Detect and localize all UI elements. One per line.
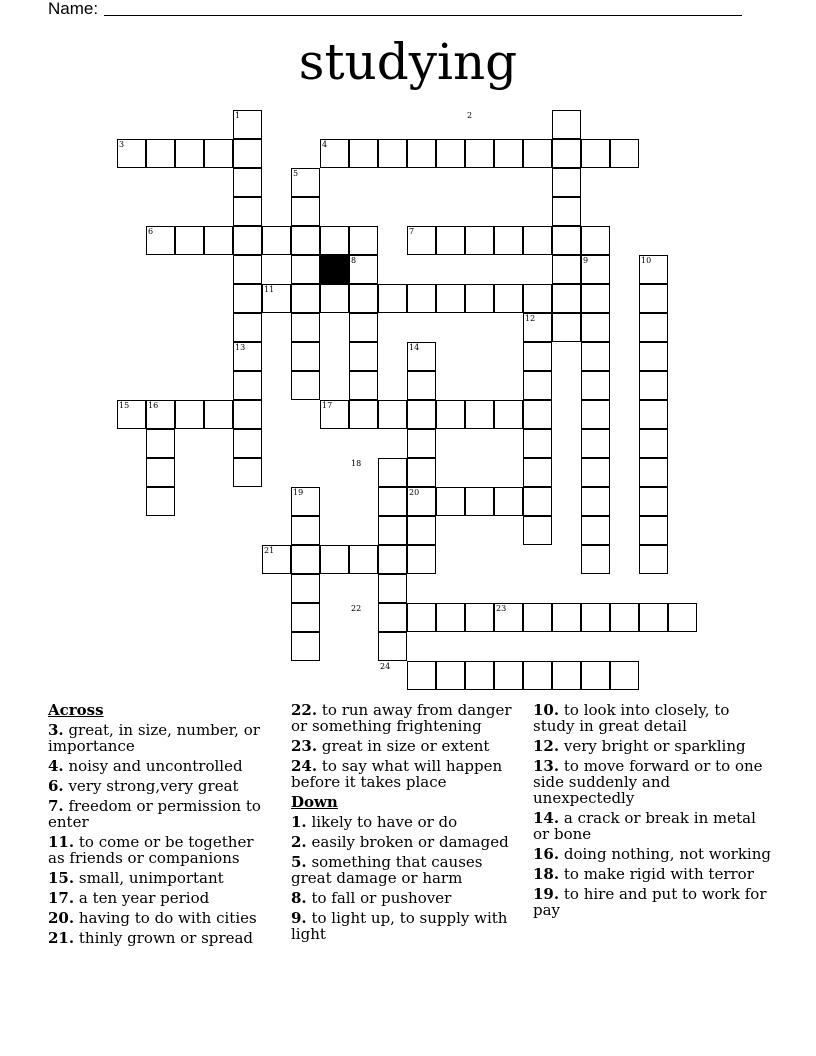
clue-number-24: 24	[380, 662, 391, 671]
grid-cell[interactable]	[523, 603, 552, 632]
grid-cell[interactable]	[465, 139, 494, 168]
grid-cell[interactable]	[465, 284, 494, 313]
grid-cell[interactable]	[349, 371, 378, 400]
clue-number: 7.	[48, 797, 64, 815]
clue-number-5: 5	[293, 169, 299, 178]
grid-cell[interactable]	[349, 400, 378, 429]
clue	[291, 758, 516, 790]
grid-cell[interactable]	[494, 139, 523, 168]
grid-cell[interactable]	[494, 661, 523, 690]
grid-cell[interactable]	[552, 313, 581, 342]
grid-cell[interactable]	[291, 516, 320, 545]
grid-cell[interactable]	[581, 661, 610, 690]
clue-number: 9.	[291, 909, 307, 927]
clue	[533, 702, 773, 734]
clue	[533, 758, 773, 806]
clue-column-3	[533, 702, 773, 922]
clue-text: to make rigid with terror	[559, 865, 754, 883]
grid-cell[interactable]	[175, 139, 204, 168]
grid-cell[interactable]	[378, 516, 407, 545]
grid-cell[interactable]	[639, 429, 668, 458]
clue-number-19: 19	[293, 488, 304, 497]
grid-cell[interactable]	[233, 400, 262, 429]
clue	[533, 886, 773, 918]
clue-text: to fall or pushover	[306, 889, 452, 907]
clue	[533, 738, 773, 754]
grid-cell[interactable]	[146, 139, 175, 168]
grid-cell[interactable]	[436, 603, 465, 632]
grid-cell[interactable]	[320, 545, 349, 574]
clue-number: 21.	[48, 929, 75, 947]
clue-text: noisy and uncontrolled	[63, 757, 243, 775]
grid-cell[interactable]	[581, 603, 610, 632]
clue-text: very strong,very great	[63, 777, 239, 795]
clue-text: something that causes great damage or harm	[291, 853, 483, 887]
grid-cell[interactable]	[407, 400, 436, 429]
clue-number: 20.	[48, 909, 75, 927]
grid-cell[interactable]	[523, 661, 552, 690]
grid-cell[interactable]	[523, 429, 552, 458]
grid-cell[interactable]	[668, 603, 697, 632]
name-label: Name:	[48, 0, 99, 18]
grid-cell[interactable]	[436, 400, 465, 429]
clue-text: to come or be together as friends or companions	[48, 833, 254, 867]
clue-text: a crack or break in metal or bone	[533, 809, 756, 843]
grid-cell[interactable]	[465, 400, 494, 429]
clue-text: to look into closely, to study in great detail	[533, 701, 730, 735]
clue-number: 15.	[48, 869, 75, 887]
clue-number-20: 20	[409, 488, 420, 497]
down-heading: Down	[291, 793, 338, 811]
clue-text: to run away from danger or something frightening	[291, 701, 512, 735]
clue-number: 17.	[48, 889, 75, 907]
grid-cell[interactable]	[291, 284, 320, 313]
grid-cell[interactable]	[349, 545, 378, 574]
clue	[291, 814, 516, 830]
clue-text: likely to have or do	[306, 813, 458, 831]
clue-number-12: 12	[525, 314, 536, 323]
clue-number-14: 14	[409, 343, 420, 352]
grid-cell[interactable]	[407, 661, 436, 690]
clue-text: to say what will happen before it takes place	[291, 757, 503, 791]
clue-number: 18.	[533, 865, 560, 883]
grid-cell[interactable]	[523, 458, 552, 487]
clue	[291, 834, 516, 850]
grid-cell[interactable]	[610, 661, 639, 690]
grid-cell[interactable]	[378, 603, 407, 632]
clue	[48, 834, 273, 866]
grid-cell[interactable]	[349, 342, 378, 371]
grid-cell[interactable]	[291, 545, 320, 574]
grid-cell[interactable]	[465, 661, 494, 690]
clue-number-23: 23	[496, 604, 507, 613]
grid-cell[interactable]	[523, 139, 552, 168]
clue-text: easily broken or damaged	[306, 833, 509, 851]
clue	[48, 778, 273, 794]
grid-cell[interactable]	[349, 313, 378, 342]
clue-number-13: 13	[235, 343, 246, 352]
clue-text: a ten year period	[74, 889, 210, 907]
grid-cell[interactable]	[378, 487, 407, 516]
clue	[48, 758, 273, 774]
grid-cell[interactable]	[494, 487, 523, 516]
grid-cell[interactable]	[552, 139, 581, 168]
clue-number: 11.	[48, 833, 75, 851]
grid-cell[interactable]	[436, 487, 465, 516]
grid-cell[interactable]	[204, 139, 233, 168]
grid-cell[interactable]	[581, 545, 610, 574]
grid-cell[interactable]	[523, 400, 552, 429]
grid-cell[interactable]	[291, 197, 320, 226]
grid-cell[interactable]	[523, 284, 552, 313]
grid-cell[interactable]	[291, 632, 320, 661]
grid-cell[interactable]	[291, 255, 320, 284]
clue-number-2: 2	[467, 111, 473, 120]
grid-cell[interactable]	[523, 342, 552, 371]
grid-cell[interactable]	[175, 400, 204, 429]
grid-cell[interactable]	[465, 226, 494, 255]
grid-cell[interactable]	[349, 284, 378, 313]
black-square	[320, 255, 349, 284]
grid-cell[interactable]	[233, 429, 262, 458]
clue-text: great, in size, number, or importance	[48, 721, 260, 755]
grid-cell[interactable]	[291, 226, 320, 255]
clue	[533, 846, 773, 862]
grid-cell[interactable]	[436, 284, 465, 313]
grid-cell[interactable]	[262, 226, 291, 255]
clue-number-17: 17	[322, 401, 333, 410]
grid-cell[interactable]	[204, 400, 233, 429]
clue	[48, 798, 273, 830]
clue-text: to light up, to supply with light	[291, 909, 508, 943]
clue	[48, 930, 273, 946]
grid-cell[interactable]	[552, 110, 581, 139]
grid-cell[interactable]	[233, 255, 262, 284]
grid-cell[interactable]	[494, 284, 523, 313]
grid-cell[interactable]	[523, 516, 552, 545]
grid-cell[interactable]	[581, 400, 610, 429]
grid-cell[interactable]	[407, 458, 436, 487]
grid-cell[interactable]	[581, 516, 610, 545]
clue-text: great in size or extent	[317, 737, 490, 755]
grid-cell[interactable]	[378, 458, 407, 487]
grid-cell[interactable]	[407, 429, 436, 458]
grid-cell[interactable]	[639, 458, 668, 487]
clue-number: 8.	[291, 889, 307, 907]
clue-number: 16.	[533, 845, 560, 863]
grid-cell[interactable]	[494, 226, 523, 255]
clue-number: 10.	[533, 701, 560, 719]
grid-cell[interactable]	[233, 139, 262, 168]
clue-number: 1.	[291, 813, 307, 831]
clue-number-10: 10	[641, 256, 652, 265]
clue	[48, 910, 273, 926]
grid-cell[interactable]	[407, 284, 436, 313]
clue	[291, 702, 516, 734]
grid-cell[interactable]	[233, 226, 262, 255]
clue-number-3: 3	[119, 140, 125, 149]
clue-number: 5.	[291, 853, 307, 871]
clue-text: to move forward or to one side suddenly and unexpectedly	[533, 757, 763, 807]
clue-number-18: 18	[351, 459, 362, 468]
grid-cell[interactable]	[639, 487, 668, 516]
grid-cell[interactable]	[639, 545, 668, 574]
clue-number: 3.	[48, 721, 64, 739]
clue-number: 24.	[291, 757, 318, 775]
grid-cell[interactable]	[552, 255, 581, 284]
grid-cell[interactable]	[552, 226, 581, 255]
clue-text: having to do with cities	[74, 909, 257, 927]
grid-cell[interactable]	[639, 516, 668, 545]
grid-cell[interactable]	[610, 603, 639, 632]
clue-number: 23.	[291, 737, 318, 755]
grid-cell[interactable]	[465, 487, 494, 516]
clue-column-2	[291, 702, 516, 946]
grid-cell[interactable]	[581, 342, 610, 371]
grid-cell[interactable]	[639, 342, 668, 371]
grid-cell[interactable]	[494, 400, 523, 429]
grid-cell[interactable]	[204, 226, 233, 255]
clue-number-8: 8	[351, 256, 357, 265]
grid-cell[interactable]	[349, 139, 378, 168]
clue-number-22: 22	[351, 604, 362, 613]
clue-number-1: 1	[235, 111, 241, 120]
grid-cell[interactable]	[291, 603, 320, 632]
clue-number: 2.	[291, 833, 307, 851]
clue	[48, 890, 273, 906]
grid-cell[interactable]	[233, 313, 262, 342]
clue-number-16: 16	[148, 401, 159, 410]
clue-number: 13.	[533, 757, 560, 775]
grid-cell[interactable]	[639, 284, 668, 313]
clue-number-9: 9	[583, 256, 589, 265]
grid-cell[interactable]	[639, 603, 668, 632]
grid-cell[interactable]	[436, 139, 465, 168]
grid-cell[interactable]	[320, 284, 349, 313]
grid-cell[interactable]	[581, 139, 610, 168]
grid-cell[interactable]	[407, 371, 436, 400]
grid-cell[interactable]	[436, 661, 465, 690]
grid-cell[interactable]	[581, 429, 610, 458]
clue-text: to hire and put to work for pay	[533, 885, 767, 919]
clue-number-4: 4	[322, 140, 328, 149]
grid-cell[interactable]	[233, 371, 262, 400]
grid-cell[interactable]	[581, 487, 610, 516]
grid-cell[interactable]	[146, 487, 175, 516]
grid-cell[interactable]	[407, 545, 436, 574]
grid-cell[interactable]	[233, 168, 262, 197]
across-heading: Across	[48, 701, 104, 719]
grid-cell[interactable]	[436, 226, 465, 255]
clue	[291, 890, 516, 906]
clue	[48, 870, 273, 886]
grid-cell[interactable]	[349, 226, 378, 255]
grid-cell[interactable]	[378, 139, 407, 168]
clue-number-11: 11	[264, 285, 275, 294]
clue-text: doing nothing, not working	[559, 845, 771, 863]
clue-number-6: 6	[148, 227, 154, 236]
clue-number: 4.	[48, 757, 64, 775]
clue-number-7: 7	[409, 227, 415, 236]
grid-cell[interactable]	[407, 603, 436, 632]
grid-cell[interactable]	[175, 226, 204, 255]
grid-cell[interactable]	[639, 313, 668, 342]
grid-cell[interactable]	[610, 139, 639, 168]
clue-column-1	[48, 702, 273, 950]
grid-cell[interactable]	[465, 603, 494, 632]
clue-number-21: 21	[264, 546, 275, 555]
grid-cell[interactable]	[523, 371, 552, 400]
grid-cell[interactable]	[639, 400, 668, 429]
clue-number: 22.	[291, 701, 318, 719]
clue	[533, 866, 773, 882]
grid-cell[interactable]	[581, 313, 610, 342]
grid-cell[interactable]	[291, 574, 320, 603]
grid-cell[interactable]	[378, 284, 407, 313]
grid-cell[interactable]	[552, 197, 581, 226]
clue	[48, 722, 273, 754]
grid-cell[interactable]	[552, 284, 581, 313]
grid-cell[interactable]	[407, 516, 436, 545]
grid-cell[interactable]	[233, 458, 262, 487]
clue	[291, 910, 516, 942]
grid-cell[interactable]	[378, 574, 407, 603]
grid-cell[interactable]	[378, 545, 407, 574]
grid-cell[interactable]	[407, 139, 436, 168]
clue-number-15: 15	[119, 401, 130, 410]
grid-cell[interactable]	[581, 226, 610, 255]
clue-number: 6.	[48, 777, 64, 795]
clue	[533, 810, 773, 842]
grid-cell[interactable]	[291, 313, 320, 342]
grid-cell[interactable]	[146, 429, 175, 458]
clue-number: 12.	[533, 737, 560, 755]
grid-cell[interactable]	[378, 632, 407, 661]
grid-cell[interactable]	[552, 661, 581, 690]
puzzle-title: studying	[298, 33, 518, 91]
grid-cell[interactable]	[581, 284, 610, 313]
grid-cell[interactable]	[552, 603, 581, 632]
clue-text: freedom or permission to enter	[48, 797, 261, 831]
grid-cell[interactable]	[581, 371, 610, 400]
clue-text: thinly grown or spread	[74, 929, 253, 947]
grid-cell[interactable]	[233, 197, 262, 226]
clue-text: very bright or sparkling	[559, 737, 746, 755]
grid-cell[interactable]	[320, 226, 349, 255]
grid-cell[interactable]	[146, 458, 175, 487]
clue	[291, 854, 516, 886]
clue-number: 14.	[533, 809, 560, 827]
grid-cell[interactable]	[523, 226, 552, 255]
clue-text: small, unimportant	[74, 869, 224, 887]
grid-cell[interactable]	[552, 168, 581, 197]
grid-cell[interactable]	[291, 342, 320, 371]
grid-cell[interactable]	[233, 284, 262, 313]
grid-cell[interactable]	[581, 458, 610, 487]
grid-cell[interactable]	[291, 371, 320, 400]
clue	[291, 738, 516, 754]
grid-cell[interactable]	[639, 371, 668, 400]
grid-cell[interactable]	[523, 487, 552, 516]
clue-number: 19.	[533, 885, 560, 903]
grid-cell[interactable]	[378, 400, 407, 429]
